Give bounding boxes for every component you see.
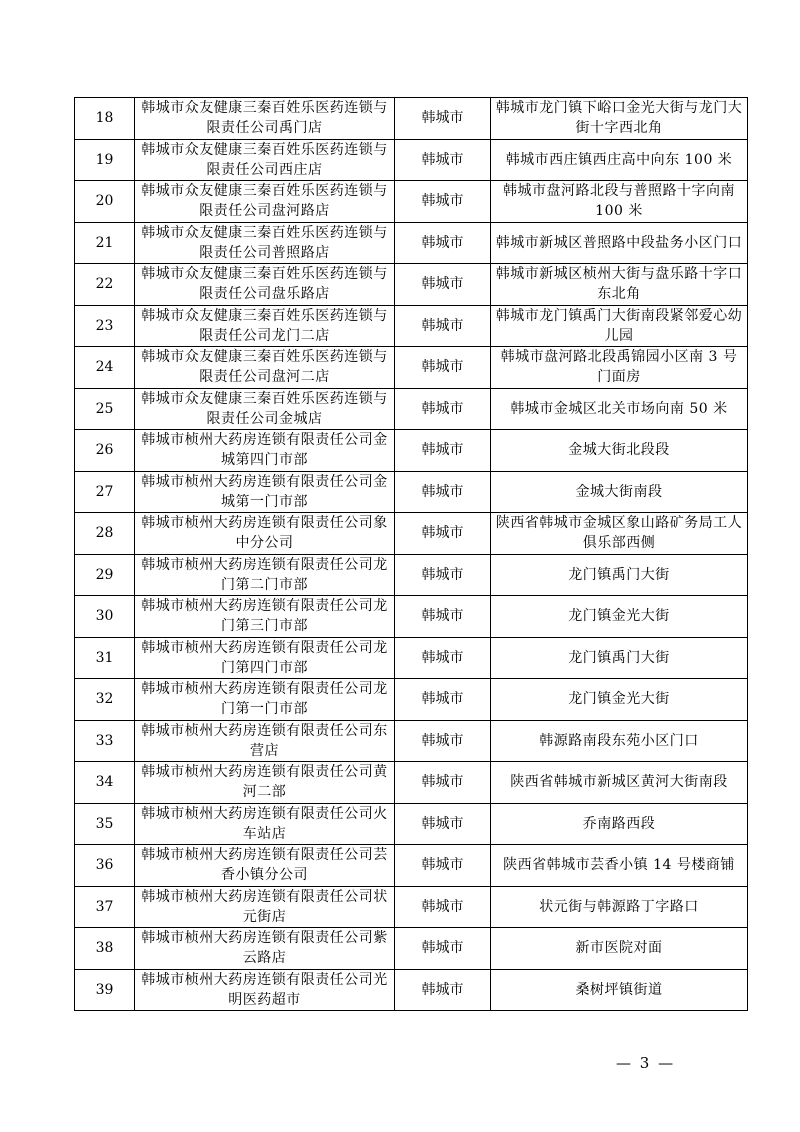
- table-row: [75, 347, 748, 389]
- store-name: 韩城市桢州大药房连锁有限责任公司象中分公司: [135, 513, 395, 555]
- city: 韩城市: [395, 264, 491, 306]
- row-number: 27: [75, 471, 135, 513]
- store-name: 韩城市桢州大药房连锁有限责任公司芸香小镇分公司: [135, 845, 395, 887]
- row-number: 39: [75, 969, 135, 1011]
- row-number: 23: [75, 305, 135, 347]
- row-number: 21: [75, 222, 135, 264]
- store-name: 韩城市桢州大药房连锁有限责任公司龙门第四门市部: [135, 637, 395, 679]
- row-number: 20: [75, 181, 135, 223]
- table-row: [75, 513, 748, 555]
- store-address: 韩城市金城区北关市场向南 50 米: [491, 388, 748, 430]
- row-number: 24: [75, 347, 135, 389]
- store-name: 韩城市众友健康三秦百姓乐医药连锁与限责任公司盘河路店: [135, 181, 395, 223]
- store-address: 韩源路南段东苑小区门口: [491, 720, 748, 762]
- city: 韩城市: [395, 471, 491, 513]
- store-name: 韩城市桢州大药房连锁有限责任公司龙门第二门市部: [135, 554, 395, 596]
- row-number: 34: [75, 762, 135, 804]
- store-name: 韩城市众友健康三秦百姓乐医药连锁与限责任公司龙门二店: [135, 305, 395, 347]
- table-row: [75, 969, 748, 1011]
- row-number: 35: [75, 803, 135, 845]
- table-row: [75, 596, 748, 638]
- store-address: 状元街与韩源路丁字路口: [491, 886, 748, 928]
- store-address: 陕西省韩城市芸香小镇 14 号楼商铺: [491, 845, 748, 887]
- store-address: 金城大街南段: [491, 471, 748, 513]
- store-address: 新市医院对面: [491, 928, 748, 970]
- table-row: [75, 679, 748, 721]
- city: 韩城市: [395, 720, 491, 762]
- city: 韩城市: [395, 181, 491, 223]
- store-address: 韩城市新城区普照路中段盐务小区门口: [491, 222, 748, 264]
- row-number: 36: [75, 845, 135, 887]
- table-row: [75, 554, 748, 596]
- store-name: 韩城市众友健康三秦百姓乐医药连锁与限责任公司西庄店: [135, 139, 395, 181]
- table-row: [75, 762, 748, 804]
- store-address: 乔南路西段: [491, 803, 748, 845]
- table-row: [75, 181, 748, 223]
- store-address: 韩城市新城区桢州大街与盘乐路十字口东北角: [491, 264, 748, 306]
- city: 韩城市: [395, 98, 491, 140]
- row-number: 29: [75, 554, 135, 596]
- store-address: 龙门镇禹门大街: [491, 637, 748, 679]
- row-number: 37: [75, 886, 135, 928]
- city: 韩城市: [395, 430, 491, 472]
- store-address: 金城大街北段段: [491, 430, 748, 472]
- table-row: [75, 803, 748, 845]
- store-name: 韩城市桢州大药房连锁有限责任公司黄河二部: [135, 762, 395, 804]
- store-address: 韩城市西庄镇西庄高中向东 100 米: [491, 139, 748, 181]
- store-address: 韩城市盘河路北段与普照路十字向南 100 米: [491, 181, 748, 223]
- store-name: 韩城市桢州大药房连锁有限责任公司状元街店: [135, 886, 395, 928]
- city: 韩城市: [395, 928, 491, 970]
- row-number: 22: [75, 264, 135, 306]
- table-row: [75, 305, 748, 347]
- store-name: 韩城市桢州大药房连锁有限责任公司光明医药超市: [135, 969, 395, 1011]
- store-address: 陕西省韩城市金城区象山路矿务局工人俱乐部西侧: [491, 513, 748, 555]
- table-row: [75, 928, 748, 970]
- store-name: 韩城市桢州大药房连锁有限责任公司东营店: [135, 720, 395, 762]
- store-name: 韩城市桢州大药房连锁有限责任公司龙门第一门市部: [135, 679, 395, 721]
- row-number: 38: [75, 928, 135, 970]
- table-row: [75, 886, 748, 928]
- row-number: 30: [75, 596, 135, 638]
- city: 韩城市: [395, 679, 491, 721]
- city: 韩城市: [395, 803, 491, 845]
- row-number: 31: [75, 637, 135, 679]
- table-row: [75, 222, 748, 264]
- store-name: 韩城市众友健康三秦百姓乐医药连锁与限责任公司禹门店: [135, 98, 395, 140]
- table-row: [75, 471, 748, 513]
- city: 韩城市: [395, 222, 491, 264]
- store-name: 韩城市众友健康三秦百姓乐医药连锁与限责任公司盘河二店: [135, 347, 395, 389]
- city: 韩城市: [395, 596, 491, 638]
- table-row: [75, 720, 748, 762]
- store-address: 桑树坪镇街道: [491, 969, 748, 1011]
- row-number: 33: [75, 720, 135, 762]
- store-address: 韩城市龙门镇下峪口金光大街与龙门大街十字西北角: [491, 98, 748, 140]
- store-name: 韩城市桢州大药房连锁有限责任公司火车站店: [135, 803, 395, 845]
- store-name: 韩城市桢州大药房连锁有限责任公司龙门第三门市部: [135, 596, 395, 638]
- page-number: — 3 —: [616, 1054, 676, 1072]
- store-address: 韩城市盘河路北段禹锦园小区南 3 号门面房: [491, 347, 748, 389]
- table-row: [75, 430, 748, 472]
- store-name: 韩城市桢州大药房连锁有限责任公司金城第一门市部: [135, 471, 395, 513]
- store-address: 龙门镇金光大街: [491, 679, 748, 721]
- city: 韩城市: [395, 762, 491, 804]
- store-name: 韩城市桢州大药房连锁有限责任公司紫云路店: [135, 928, 395, 970]
- store-name: 韩城市众友健康三秦百姓乐医药连锁与限责任公司盘乐路店: [135, 264, 395, 306]
- table-body: [75, 98, 748, 1011]
- city: 韩城市: [395, 886, 491, 928]
- store-address: 龙门镇金光大街: [491, 596, 748, 638]
- city: 韩城市: [395, 637, 491, 679]
- store-name: 韩城市桢州大药房连锁有限责任公司金城第四门市部: [135, 430, 395, 472]
- store-address: 陕西省韩城市新城区黄河大街南段: [491, 762, 748, 804]
- table-row: [75, 139, 748, 181]
- table-row: [75, 637, 748, 679]
- city: 韩城市: [395, 305, 491, 347]
- store-address: 龙门镇禹门大街: [491, 554, 748, 596]
- city: 韩城市: [395, 388, 491, 430]
- store-name: 韩城市众友健康三秦百姓乐医药连锁与限责任公司普照路店: [135, 222, 395, 264]
- store-name: 韩城市众友健康三秦百姓乐医药连锁与限责任公司金城店: [135, 388, 395, 430]
- row-number: 18: [75, 98, 135, 140]
- table-row: [75, 264, 748, 306]
- row-number: 19: [75, 139, 135, 181]
- store-address: 韩城市龙门镇禹门大街南段紧邻爱心幼儿园: [491, 305, 748, 347]
- row-number: 28: [75, 513, 135, 555]
- row-number: 32: [75, 679, 135, 721]
- city: 韩城市: [395, 845, 491, 887]
- row-number: 26: [75, 430, 135, 472]
- row-number: 25: [75, 388, 135, 430]
- city: 韩城市: [395, 139, 491, 181]
- city: 韩城市: [395, 347, 491, 389]
- city: 韩城市: [395, 513, 491, 555]
- table-row: [75, 98, 748, 140]
- table-row: [75, 845, 748, 887]
- table-row: [75, 388, 748, 430]
- pharmacy-table: [74, 97, 748, 1011]
- city: 韩城市: [395, 969, 491, 1011]
- city: 韩城市: [395, 554, 491, 596]
